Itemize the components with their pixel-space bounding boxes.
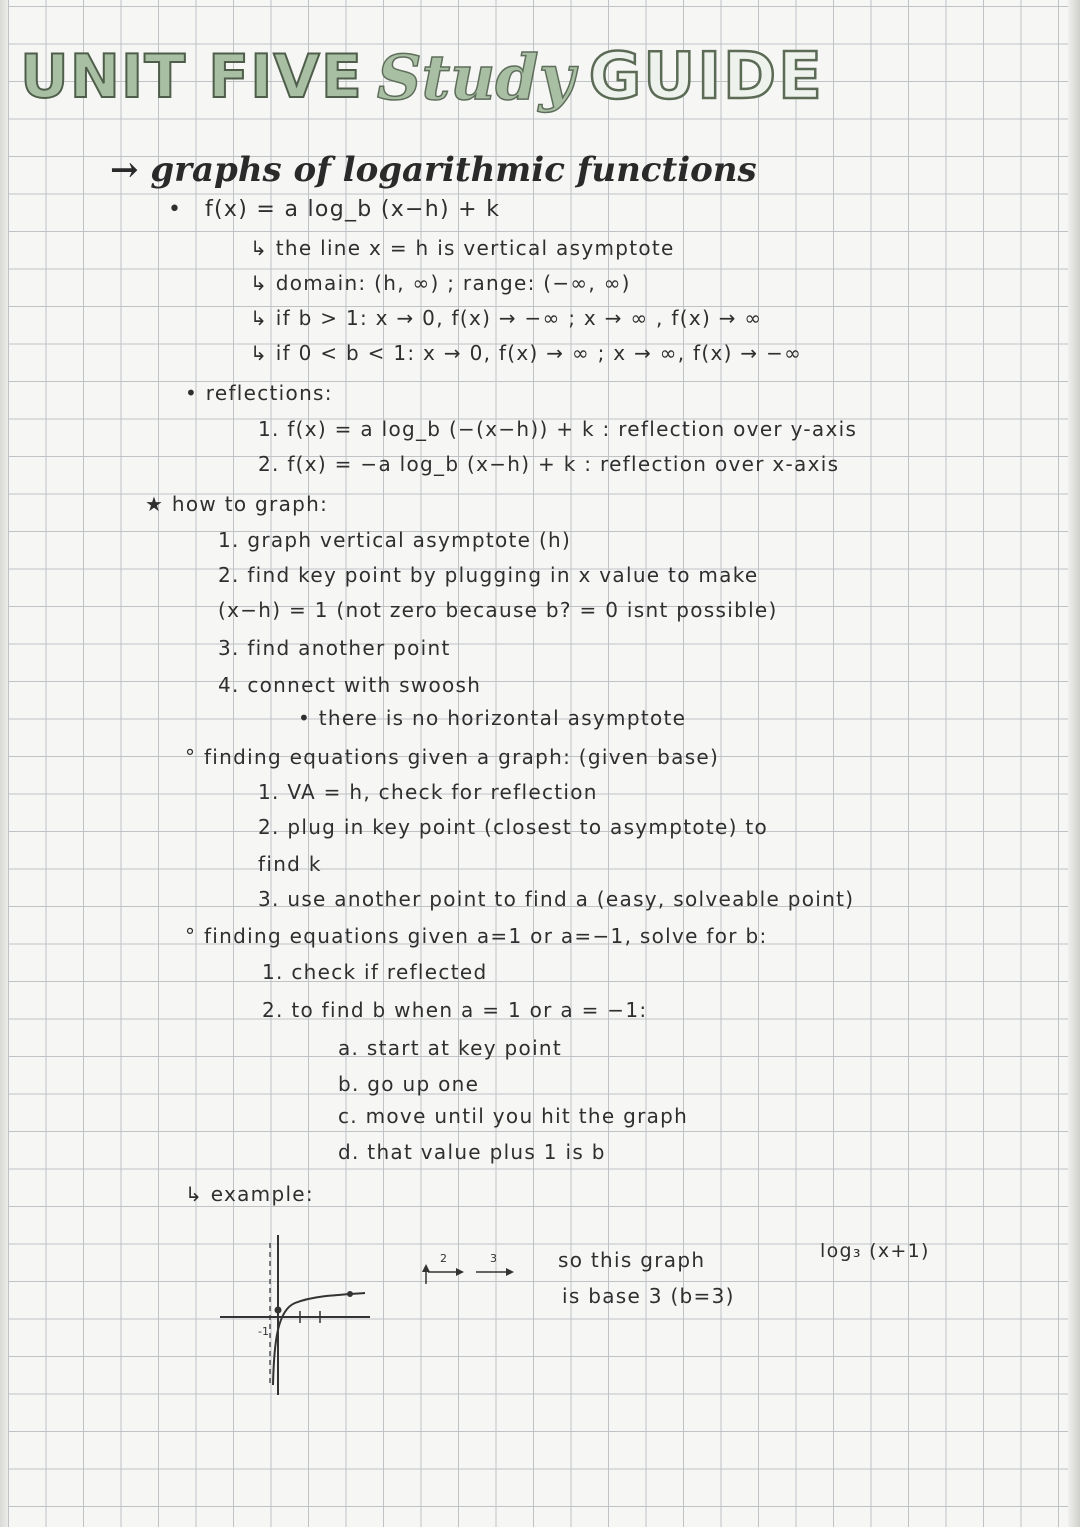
reflections-heading: • reflections: [185, 381, 333, 405]
solve-b-step-2: 2. to find b when a = 1 or a = −1: [262, 998, 648, 1022]
example-label: ↳ example: [185, 1182, 314, 1206]
second-point [347, 1291, 353, 1297]
given-base-step-2-cont: find k [258, 852, 322, 876]
note-asymptote: ↳ the line x = h is vertical asymptote [250, 236, 675, 260]
solve-b-substep-b: b. go up one [338, 1072, 480, 1096]
arrow-label-2: 2 [440, 1252, 447, 1265]
given-base-heading: ° finding equations given a graph: (given base) [185, 745, 720, 769]
given-base-step-2: 2. plug in key point (closest to asymptote) to [258, 815, 769, 839]
example-answer: log₃ (x+1) [820, 1240, 930, 1262]
example-step-arrows [418, 1250, 528, 1290]
section-heading: → graphs of logarithmic functions [110, 150, 757, 190]
up-arrow-head [422, 1264, 430, 1272]
reflection-y-axis: 1. f(x) = a log_b (−(x−h)) + k : reflection over y-axis [258, 417, 858, 441]
solve-b-substep-a: a. start at key point [338, 1036, 563, 1060]
note-domain-range: ↳ domain: (h, ∞) ; range: (−∞, ∞) [250, 271, 631, 295]
axis-label-neg1: -1 [258, 1325, 269, 1338]
given-base-step-1: 1. VA = h, check for reflection [258, 780, 598, 804]
right-arrow-2-head [506, 1268, 514, 1276]
page-title [20, 32, 1020, 122]
graph-step-1: 1. graph vertical asymptote (h) [218, 528, 572, 552]
title-unit-five: UNIT FIVE [20, 42, 363, 112]
general-formula: f(x) = a log_b (x−h) + k [205, 197, 501, 222]
solve-b-step-1: 1. check if reflected [262, 960, 488, 984]
title-guide: GUIDE [588, 40, 824, 114]
graph-step-2-cont: (x−h) = 1 (not zero because b? = 0 isnt possible) [218, 598, 778, 622]
note-b-less-one: ↳ if 0 < b < 1: x → 0, f(x) → ∞ ; x → ∞, f(x) → −∞ [250, 341, 803, 365]
solve-b-substep-d: d. that value plus 1 is b [338, 1140, 606, 1164]
graph-step-4: 4. connect with swoosh [218, 673, 482, 697]
note-b-greater-one: ↳ if b > 1: x → 0, f(x) → −∞ ; x → ∞ , f(x) → ∞ [250, 306, 763, 330]
reflection-x-axis: 2. f(x) = −a log_b (x−h) + k : reflection over x-axis [258, 452, 840, 476]
graph-step-3: 3. find another point [218, 636, 451, 660]
right-arrow-head [456, 1268, 464, 1276]
solve-b-substep-c: c. move until you hit the graph [338, 1104, 689, 1128]
graph-note: • there is no horizontal asymptote [298, 706, 687, 730]
graph-step-2: 2. find key point by plugging in x value to make [218, 563, 759, 587]
log-curve [273, 1293, 365, 1385]
example-conclusion-1: so this graph [558, 1248, 706, 1272]
given-base-step-3: 3. use another point to find a (easy, solveable point) [258, 887, 855, 911]
title-study: Study [376, 40, 575, 114]
key-point [275, 1307, 282, 1314]
example-log-graph [220, 1235, 370, 1395]
how-to-graph-heading: ★ how to graph: [145, 492, 329, 516]
solve-b-heading: ° finding equations given a=1 or a=−1, solve for b: [185, 924, 768, 948]
page-binding-right [1068, 0, 1080, 1527]
page-binding-left [0, 0, 8, 1527]
example-conclusion-2: is base 3 (b=3) [562, 1284, 735, 1308]
arrow-label-3: 3 [490, 1252, 497, 1265]
bullet: • [168, 197, 183, 222]
